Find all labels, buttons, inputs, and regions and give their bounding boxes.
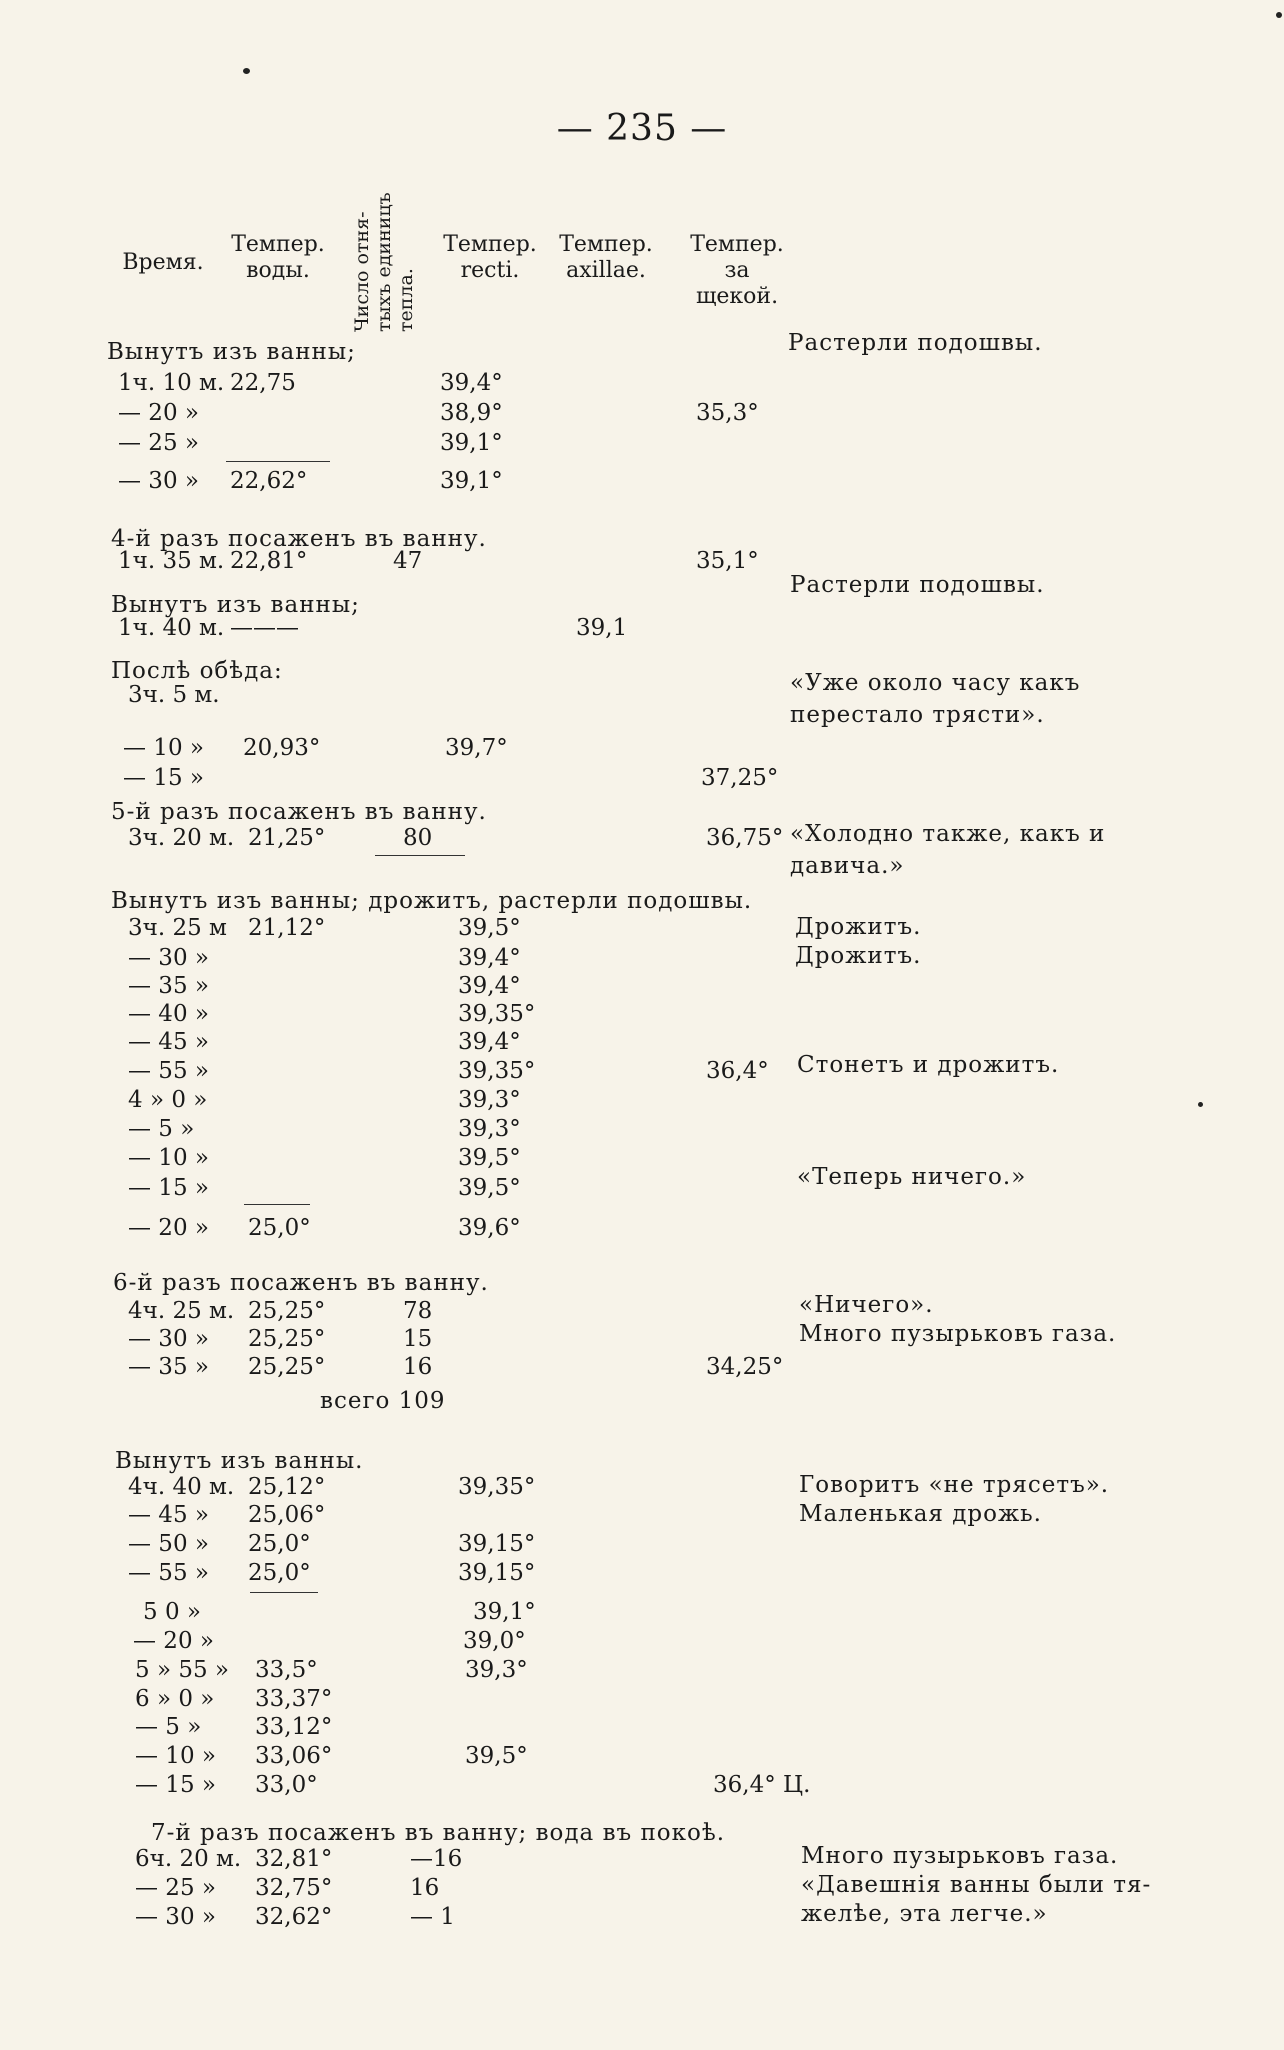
remark: Говоритъ «не трясетъ». <box>799 1472 1110 1498</box>
table-row <box>135 1684 895 1714</box>
section-heading: Вынутъ изъ ванны; дрожитъ, растерли подошвы. <box>111 888 753 914</box>
remark: «Холодно также, какъ и <box>790 821 1106 847</box>
header-units-line1: Число отня- <box>351 211 373 332</box>
cell-water: 21,25° <box>248 825 326 851</box>
cell-units: 16 <box>410 1875 440 1901</box>
cell-water: 33,5° <box>255 1657 318 1683</box>
cell-water: 22,75 <box>230 370 296 396</box>
cell-time: — 45 » <box>128 1029 209 1055</box>
cell-time: — 5 » <box>135 1714 202 1740</box>
cell-cheek: 35,1° <box>696 548 759 574</box>
cell-water: 32,81° <box>255 1846 333 1872</box>
cell-water: 25,0° <box>248 1531 311 1557</box>
remark: давича.» <box>790 853 905 879</box>
cell-time: 1ч. 35 м. <box>118 548 225 574</box>
cell-time: — 30 » <box>128 1326 209 1352</box>
table-row <box>128 1027 888 1057</box>
cell-recti: 39,1° <box>440 468 503 494</box>
cell-water: 33,06° <box>255 1743 333 1769</box>
table-row <box>118 428 878 458</box>
section-heading: Вынутъ изъ ванны; <box>111 592 360 618</box>
cell-water: 32,62° <box>255 1904 333 1930</box>
table-row <box>128 1143 888 1173</box>
cell-water: 33,0° <box>255 1772 318 1798</box>
cell-water: 20,93° <box>243 735 321 761</box>
remark: «Ничего». <box>799 1292 934 1318</box>
cell-time: — 20 » <box>128 1215 209 1241</box>
sum-rule <box>226 461 330 462</box>
header-axillae-line2: axillae. <box>566 258 646 283</box>
cell-water: ——— <box>230 615 299 641</box>
header-time <box>118 250 208 276</box>
section-heading: 6-й разъ посаженъ въ ванну. <box>113 1270 489 1296</box>
cell-recti: 39,1° <box>440 430 503 456</box>
cell-recti: 39,35° <box>458 1474 536 1500</box>
cell-time: — 10 » <box>123 735 204 761</box>
sum-rule <box>250 1592 318 1593</box>
cell-water: 32,75° <box>255 1875 333 1901</box>
header-recti-line1: Темпер. <box>443 232 537 257</box>
cell-units: — 1 <box>410 1904 455 1930</box>
header-water-temp-line1: Темпер. <box>231 232 325 257</box>
cell-recti: 39,35° <box>458 1001 536 1027</box>
cell-recti: 39,4° <box>440 370 503 396</box>
table-row <box>128 1500 888 1530</box>
cell-recti: 39,4° <box>458 945 521 971</box>
cell-time: — 30 » <box>135 1904 216 1930</box>
ink-speck <box>1198 1102 1203 1107</box>
table-row <box>135 1844 895 1874</box>
cell-time: 4ч. 25 м. <box>128 1298 235 1324</box>
cell-water: 25,25° <box>248 1354 326 1380</box>
table-row <box>118 546 878 576</box>
remark: Маленькая дрожь. <box>799 1501 1042 1527</box>
cell-time: 3ч. 20 м. <box>128 825 235 851</box>
cell-recti: 39,7° <box>445 735 508 761</box>
cell-axillae: 39,1 <box>576 615 628 641</box>
table-row <box>128 1085 888 1115</box>
cell-time: — 45 » <box>128 1502 209 1528</box>
cell-water: 25,12° <box>248 1474 326 1500</box>
cell-water: 25,25° <box>248 1326 326 1352</box>
cell-time: 3ч. 25 м <box>128 915 227 941</box>
cell-recti: 39,15° <box>458 1531 536 1557</box>
cell-recti: 39,15° <box>458 1560 536 1586</box>
section-heading: 4-й разъ посаженъ въ ванну. <box>111 526 487 552</box>
cell-recti: 39,3° <box>458 1116 521 1142</box>
remark: желѣе, эта легче.» <box>801 1901 1048 1927</box>
table-row <box>135 1655 895 1685</box>
cell-time: — 20 » <box>118 400 199 426</box>
table-row <box>128 1296 888 1326</box>
cell-time: — 15 » <box>135 1772 216 1798</box>
cell-time: — 10 » <box>128 1145 209 1171</box>
table-row <box>128 1324 888 1354</box>
remark: Растерли подошвы. <box>790 572 1045 598</box>
cell-time: 3ч. 5 м. <box>128 682 220 708</box>
table-row <box>128 1558 888 1588</box>
cell-time: — 35 » <box>128 973 209 999</box>
cell-time: 4ч. 40 м. <box>128 1474 235 1500</box>
cell-time: — 30 » <box>118 468 199 494</box>
cell-recti: 39,5° <box>458 915 521 941</box>
cell-recti: 38,9° <box>440 400 503 426</box>
table-row <box>128 1213 888 1243</box>
table-row <box>128 1056 888 1086</box>
cell-time: — 30 » <box>128 945 209 971</box>
table-row <box>128 1472 888 1502</box>
cell-time: 4 » 0 » <box>128 1087 208 1113</box>
cell-time: — 55 » <box>128 1560 209 1586</box>
cell-time: — 35 » <box>128 1354 209 1380</box>
cell-recti: 39,6° <box>458 1215 521 1241</box>
table-row <box>128 999 888 1029</box>
cell-cheek: 36,75° <box>706 825 784 851</box>
cell-recti: 39,4° <box>458 973 521 999</box>
table-row <box>128 1114 888 1144</box>
table-row <box>135 1712 895 1742</box>
table-row <box>118 368 878 398</box>
page-number: — 235 — <box>556 108 728 149</box>
cell-time: 5 » 55 » <box>135 1657 229 1683</box>
header-units-line2: тыхъ единицъ <box>373 192 395 332</box>
cell-time: 1ч. 10 м. <box>118 370 225 396</box>
cell-time: 1ч. 40 м. <box>118 615 225 641</box>
cell-units: 15 <box>403 1326 433 1352</box>
header-cheek-line1: Темпер. <box>690 232 784 257</box>
header-water-temp-line2: воды. <box>246 258 310 283</box>
table-row <box>135 1770 895 1800</box>
cell-water: 21,12° <box>248 915 326 941</box>
header-axillae-line1: Темпер. <box>559 232 653 257</box>
remark: «Уже около часу какъ <box>790 670 1081 696</box>
cell-units: 78 <box>403 1298 433 1324</box>
header-time-text: Время. <box>122 250 204 275</box>
cell-time: — 55 » <box>128 1058 209 1084</box>
table-row <box>135 1741 895 1771</box>
table-row <box>128 943 888 973</box>
cell-cheek: 35,3° <box>696 400 759 426</box>
section-heading: 7-й разъ посаженъ въ ванну; вода въ покоѣ. <box>151 1820 726 1846</box>
cell-time: — 25 » <box>135 1875 216 1901</box>
cell-time: — 50 » <box>128 1531 209 1557</box>
cell-water: 33,12° <box>255 1714 333 1740</box>
cell-units: 47 <box>393 548 423 574</box>
cell-time: — 15 » <box>123 765 204 791</box>
cell-units: 16 <box>403 1354 433 1380</box>
cell-water: 25,06° <box>248 1502 326 1528</box>
header-units <box>340 184 440 334</box>
cell-cheek: 36,4° <box>706 1058 769 1084</box>
cell-cheek: 34,25° <box>706 1354 784 1380</box>
table-row <box>128 913 888 943</box>
header-recti <box>440 232 540 284</box>
cell-water: 25,25° <box>248 1298 326 1324</box>
section-heading: Послѣ обѣда: <box>111 658 283 684</box>
table-row <box>128 1352 888 1382</box>
cell-time: — 5 » <box>128 1116 195 1142</box>
header-axillae <box>556 232 656 284</box>
remark: «Теперь ничего.» <box>797 1164 1027 1190</box>
cell-water: 22,62° <box>230 468 308 494</box>
section-heading: 5-й разъ посаженъ въ ванну. <box>111 799 487 825</box>
cell-time: — 40 » <box>128 1001 209 1027</box>
table-row <box>128 1173 888 1203</box>
cell-time: 6 » 0 » <box>135 1686 215 1712</box>
table-row <box>135 1873 895 1903</box>
header-cheek <box>682 232 792 310</box>
remark: перестало трясти». <box>790 702 1045 728</box>
table-row <box>118 613 878 643</box>
cell-time: 5 0 » <box>143 1599 201 1625</box>
cell-time: — 15 » <box>128 1175 209 1201</box>
cell-water: 25,0° <box>248 1215 311 1241</box>
cell-recti: 39,1° <box>473 1599 536 1625</box>
units-total: всего 109 <box>320 1388 446 1414</box>
cell-recti: 39,35° <box>458 1058 536 1084</box>
cell-water: 25,0° <box>248 1560 311 1586</box>
cell-recti: 39,5° <box>458 1145 521 1171</box>
header-water-temp <box>228 232 328 284</box>
header-units-line3: тепла. <box>395 268 417 332</box>
table-row <box>123 763 883 793</box>
remark: Много пузырьковъ газа. <box>799 1321 1117 1347</box>
table-row <box>135 1902 895 1932</box>
header-cheek-line2: за щекой. <box>695 258 779 309</box>
table-row <box>143 1597 903 1627</box>
cell-recti: 39,4° <box>458 1029 521 1055</box>
remark: Много пузырьковъ газа. <box>801 1843 1119 1869</box>
cell-time: — 10 » <box>135 1743 216 1769</box>
cell-recti: 39,5° <box>465 1743 528 1769</box>
remark: Дрожитъ. <box>795 943 922 969</box>
cell-water: 22,81° <box>230 548 308 574</box>
remark: Дрожитъ. <box>795 914 922 940</box>
cell-recti: 39,3° <box>465 1657 528 1683</box>
table-row <box>118 466 878 496</box>
cell-units: —16 <box>410 1846 463 1872</box>
table-row <box>128 680 888 710</box>
section-heading: Вынутъ изъ ванны. <box>115 1448 364 1474</box>
cell-recti: 39,3° <box>458 1087 521 1113</box>
cell-cheek: 37,25° <box>701 765 779 791</box>
table-row <box>118 398 878 428</box>
cell-time: — 25 » <box>118 430 199 456</box>
header-recti-line2: recti. <box>460 258 520 283</box>
sum-rule <box>375 855 465 856</box>
table-row <box>128 823 888 853</box>
remark: Растерли подошвы. <box>788 330 1043 356</box>
cell-water: 33,37° <box>255 1686 333 1712</box>
remark: Стонетъ и дрожитъ. <box>797 1052 1060 1078</box>
table-row <box>128 1529 888 1559</box>
table-row <box>128 971 888 1001</box>
table-row <box>133 1626 893 1656</box>
cell-cheek: 36,4° Ц. <box>713 1772 811 1798</box>
cell-units: 80 <box>403 825 433 851</box>
remark: «Давешнія ванны были тя- <box>801 1872 1152 1898</box>
cell-recti: 39,5° <box>458 1175 521 1201</box>
ink-speck <box>1276 12 1282 18</box>
section-heading: Вынутъ изъ ванны; <box>107 339 356 365</box>
ink-speck <box>243 68 250 74</box>
cell-time: — 20 » <box>133 1628 214 1654</box>
table-row <box>123 733 883 763</box>
sum-rule <box>244 1204 310 1205</box>
cell-time: 6ч. 20 м. <box>135 1846 242 1872</box>
cell-recti: 39,0° <box>463 1628 526 1654</box>
